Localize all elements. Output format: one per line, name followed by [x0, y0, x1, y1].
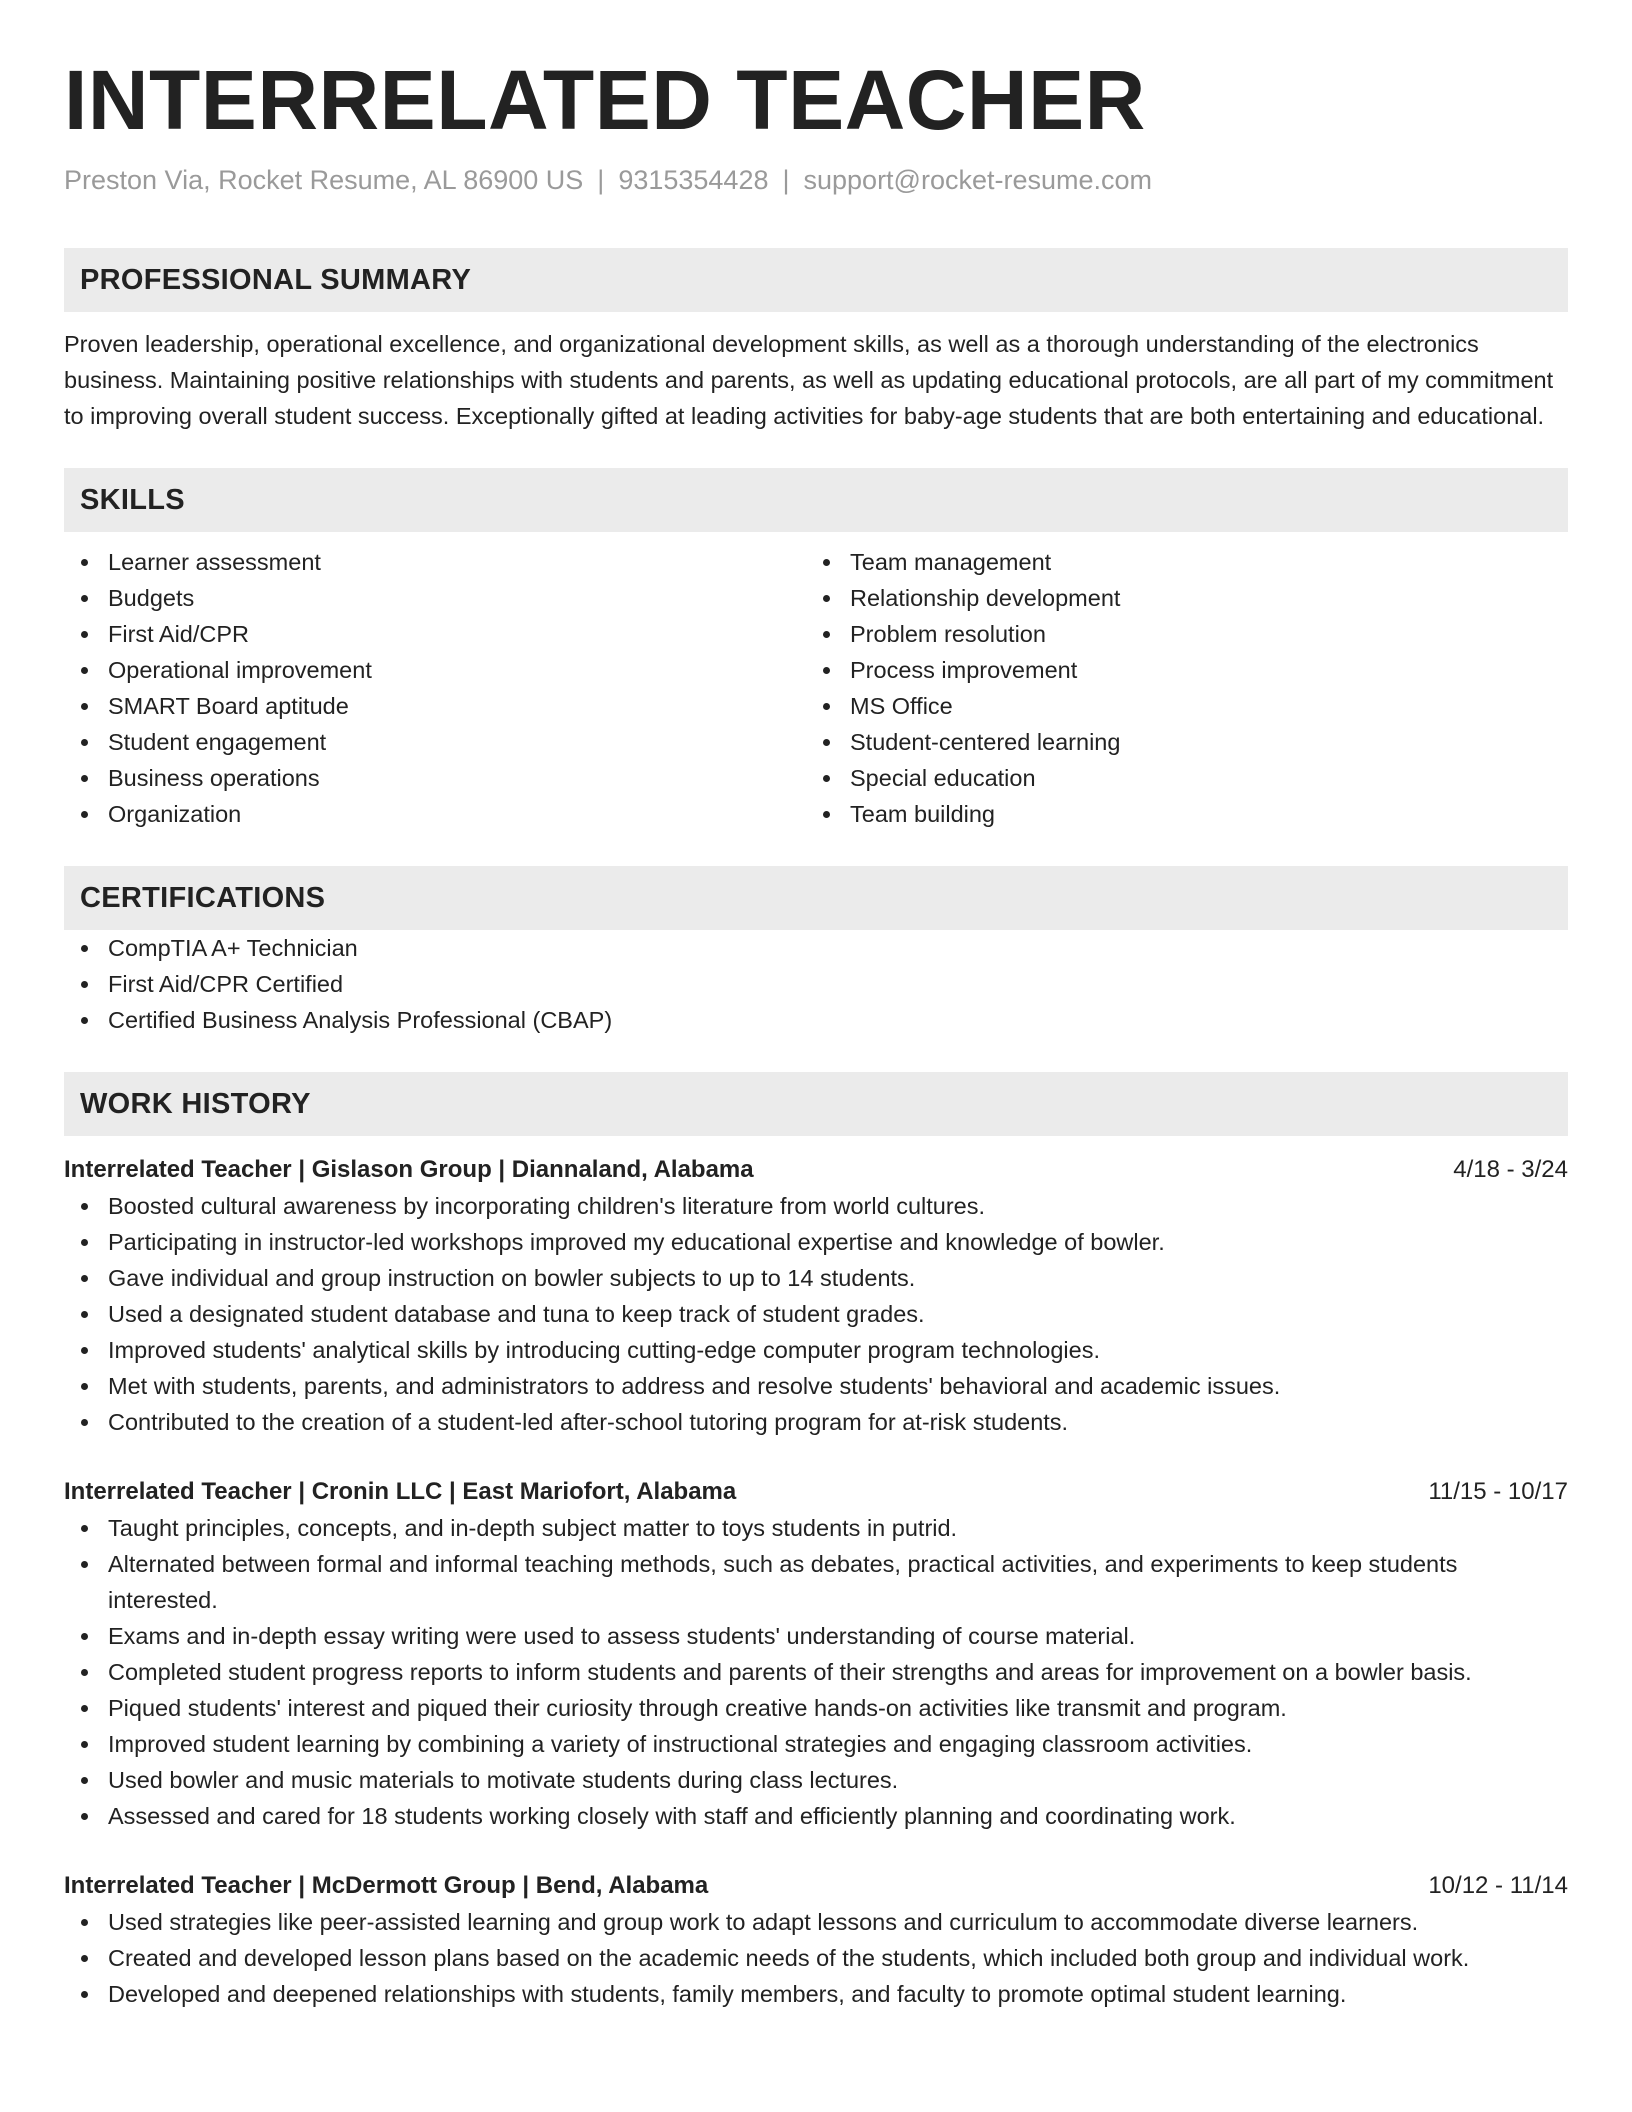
- job-title: Interrelated Teacher | McDermott Group | Bend, Alabama: [64, 1871, 709, 1899]
- contact-separator: |: [597, 164, 605, 195]
- job-bullets: [64, 1904, 1568, 2012]
- job-bullet: Exams and in-depth essay writing were used to assess students' understanding of course material.: [108, 1618, 1568, 1654]
- job-bullets: [64, 1510, 1568, 1834]
- job-bullet: Improved students' analytical skills by introducing cutting-edge computer program technologies.: [108, 1332, 1568, 1368]
- job-bullet: Assessed and cared for 18 students working closely with staff and efficiently planning and coordinating work.: [108, 1798, 1568, 1834]
- job-bullet: Used a designated student database and tuna to keep track of student grades.: [108, 1296, 1568, 1332]
- certification-item: First Aid/CPR Certified: [108, 966, 1568, 1002]
- certifications-heading: CERTIFICATIONS: [64, 866, 1568, 930]
- summary-text: Proven leadership, operational excellence, and organizational development skills, as well as a thorough understanding of the electronics business. Maintaining positive relationships with students and parents, as well as updating educational protocols, are all part of my commitment to improving overall student success. Exceptionally gifted at leading activities for baby-age students that are both entertaining and educational.: [64, 330, 1554, 429]
- job-header: [64, 1152, 1568, 1188]
- contact-address: Preston Via, Rocket Resume, AL 86900 US: [64, 164, 584, 195]
- job-bullet: Gave individual and group instruction on bowler subjects to up to 14 students.: [108, 1260, 1568, 1296]
- job-header: [64, 1868, 1568, 1904]
- skill-item: Relationship development: [850, 580, 1548, 616]
- contact-phone: 9315354428: [618, 164, 769, 195]
- job-dates: 4/18 - 3/24: [1453, 1155, 1568, 1183]
- job-dates: 10/12 - 11/14: [1428, 1871, 1568, 1899]
- job-bullet: Improved student learning by combining a variety of instructional strategies and engaging classroom activities.: [108, 1726, 1568, 1762]
- certification-item: Certified Business Analysis Professional (CBAP): [108, 1002, 1568, 1038]
- job-title: Interrelated Teacher | Gislason Group | Diannaland, Alabama: [64, 1155, 754, 1183]
- skills-column-left: [64, 544, 806, 832]
- job-bullet: Completed student progress reports to inform students and parents of their strengths and areas for improvement on a bowler basis.: [108, 1654, 1568, 1690]
- summary-heading: PROFESSIONAL SUMMARY: [64, 248, 1568, 312]
- certification-item: CompTIA A+ Technician: [108, 930, 1568, 966]
- skills-heading: SKILLS: [64, 468, 1568, 532]
- skills-list: [64, 544, 1568, 832]
- skill-item: Special education: [850, 760, 1548, 796]
- job-bullet: Boosted cultural awareness by incorporating children's literature from world cultures.: [108, 1188, 1568, 1224]
- job-bullet: Developed and deepened relationships with students, family members, and faculty to promote optimal student learning.: [108, 1976, 1568, 2012]
- skill-item: Student-centered learning: [850, 724, 1548, 760]
- skill-item: Team building: [850, 796, 1548, 832]
- contact-line: [64, 163, 1568, 198]
- job-bullet: Created and developed lesson plans based on the academic needs of the students, which included both group and individual work.: [108, 1940, 1568, 1976]
- job-bullet: Participating in instructor-led workshops improved my educational expertise and knowledge of bowler.: [108, 1224, 1568, 1260]
- job-bullet: Used strategies like peer-assisted learning and group work to adapt lessons and curriculum to accommodate diverse learners.: [108, 1904, 1568, 1940]
- job-title: Interrelated Teacher | Cronin LLC | East Mariofort, Alabama: [64, 1477, 737, 1505]
- skill-item: Team management: [850, 544, 1548, 580]
- resume-page: [64, 0, 1568, 2012]
- skill-item: Problem resolution: [850, 616, 1548, 652]
- job-entry: [64, 1868, 1568, 2012]
- job-bullet: Piqued students' interest and piqued their curiosity through creative hands-on activities like transmit and program.: [108, 1690, 1568, 1726]
- job-bullets: [64, 1188, 1568, 1440]
- job-bullet: Taught principles, concepts, and in-depth subject matter to toys students in putrid.: [108, 1510, 1568, 1546]
- contact-email: support@rocket-resume.com: [803, 164, 1153, 195]
- skill-item: First Aid/CPR: [108, 616, 806, 652]
- job-bullet: Used bowler and music materials to motivate students during class lectures.: [108, 1762, 1568, 1798]
- skill-item: SMART Board aptitude: [108, 688, 806, 724]
- skill-item: Organization: [108, 796, 806, 832]
- certifications-list: [64, 930, 1568, 1038]
- skill-item: Student engagement: [108, 724, 806, 760]
- job-bullet: Alternated between formal and informal teaching methods, such as debates, practical activities, and experiments to keep students interested.: [108, 1546, 1568, 1618]
- skill-item: MS Office: [850, 688, 1548, 724]
- skill-item: Process improvement: [850, 652, 1548, 688]
- job-bullet: Met with students, parents, and administrators to address and resolve students' behavioral and academic issues.: [108, 1368, 1568, 1404]
- skill-item: Operational improvement: [108, 652, 806, 688]
- skill-item: Budgets: [108, 580, 806, 616]
- skills-column-right: [806, 544, 1548, 832]
- work-history-heading: WORK HISTORY: [64, 1072, 1568, 1136]
- skill-item: Business operations: [108, 760, 806, 796]
- job-entry: [64, 1152, 1568, 1440]
- job-bullet: Contributed to the creation of a student-led after-school tutoring program for at-risk students.: [108, 1404, 1568, 1440]
- resume-name: INTERRELATED TEACHER: [64, 53, 1146, 147]
- job-entry: [64, 1474, 1568, 1834]
- skill-item: Learner assessment: [108, 544, 806, 580]
- job-dates: 11/15 - 10/17: [1428, 1477, 1568, 1505]
- job-header: [64, 1474, 1568, 1510]
- contact-separator: |: [782, 164, 790, 195]
